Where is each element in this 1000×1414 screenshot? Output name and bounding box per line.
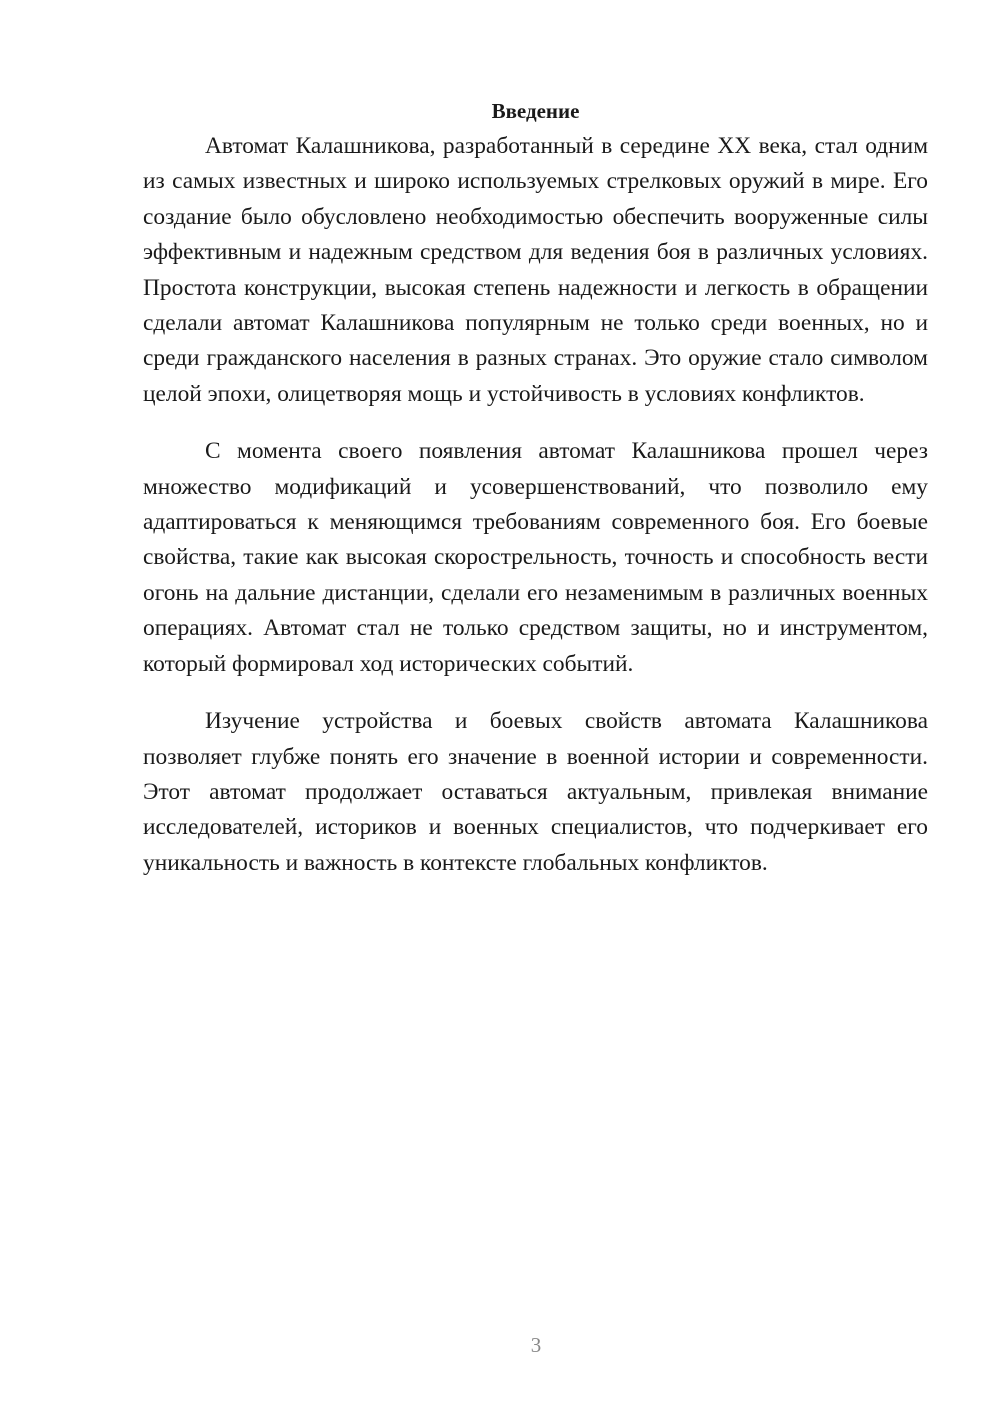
page-content [143, 96, 928, 903]
paragraph-1: Автомат Калашникова, разработанный в середине XX века, стал одним из самых известных и широко используемых стрелковых оружий в мире. Его создание было обусловлено необходимостью обеспечить вооруженные силы эффективным и надежным средством для ведения боя в различных условиях. Простота конструкции, высокая степень надежности и легкость в обращении сделали автомат Калашникова популярным не только среди военных, но и среди гражданского населения в разных странах. Это оружие стало символом целой эпохи, олицетворяя мощь и устойчивость в условиях конфликтов. [143, 133, 928, 407]
paragraph-3: Изучение устройства и боевых свойств автомата Калашникова позволяет глубже понять его значение в военной истории и современности. Этот автомат продолжает оставаться актуальным, привлекая внимание исследователей, историков и военных специалистов, что подчеркивает его уникальность и важность в контексте глобальных конфликтов. [143, 708, 928, 876]
page-number: 3 [530, 1333, 542, 1357]
section-heading: Введение [491, 99, 580, 123]
paragraph-2: С момента своего появления автомат Калашникова прошел через множество модификаций и усовершенствований, что позволило ему адаптироваться к меняющимся требованиям современного боя. Его боевые свойства, такие как высокая скорострельность, точность и способность вести огонь на дальние дистанции, сделали его незаменимым в различных военных операциях. Автомат стал не только средством защиты, но и инструментом, который формировал ход исторических событий. [143, 438, 928, 677]
